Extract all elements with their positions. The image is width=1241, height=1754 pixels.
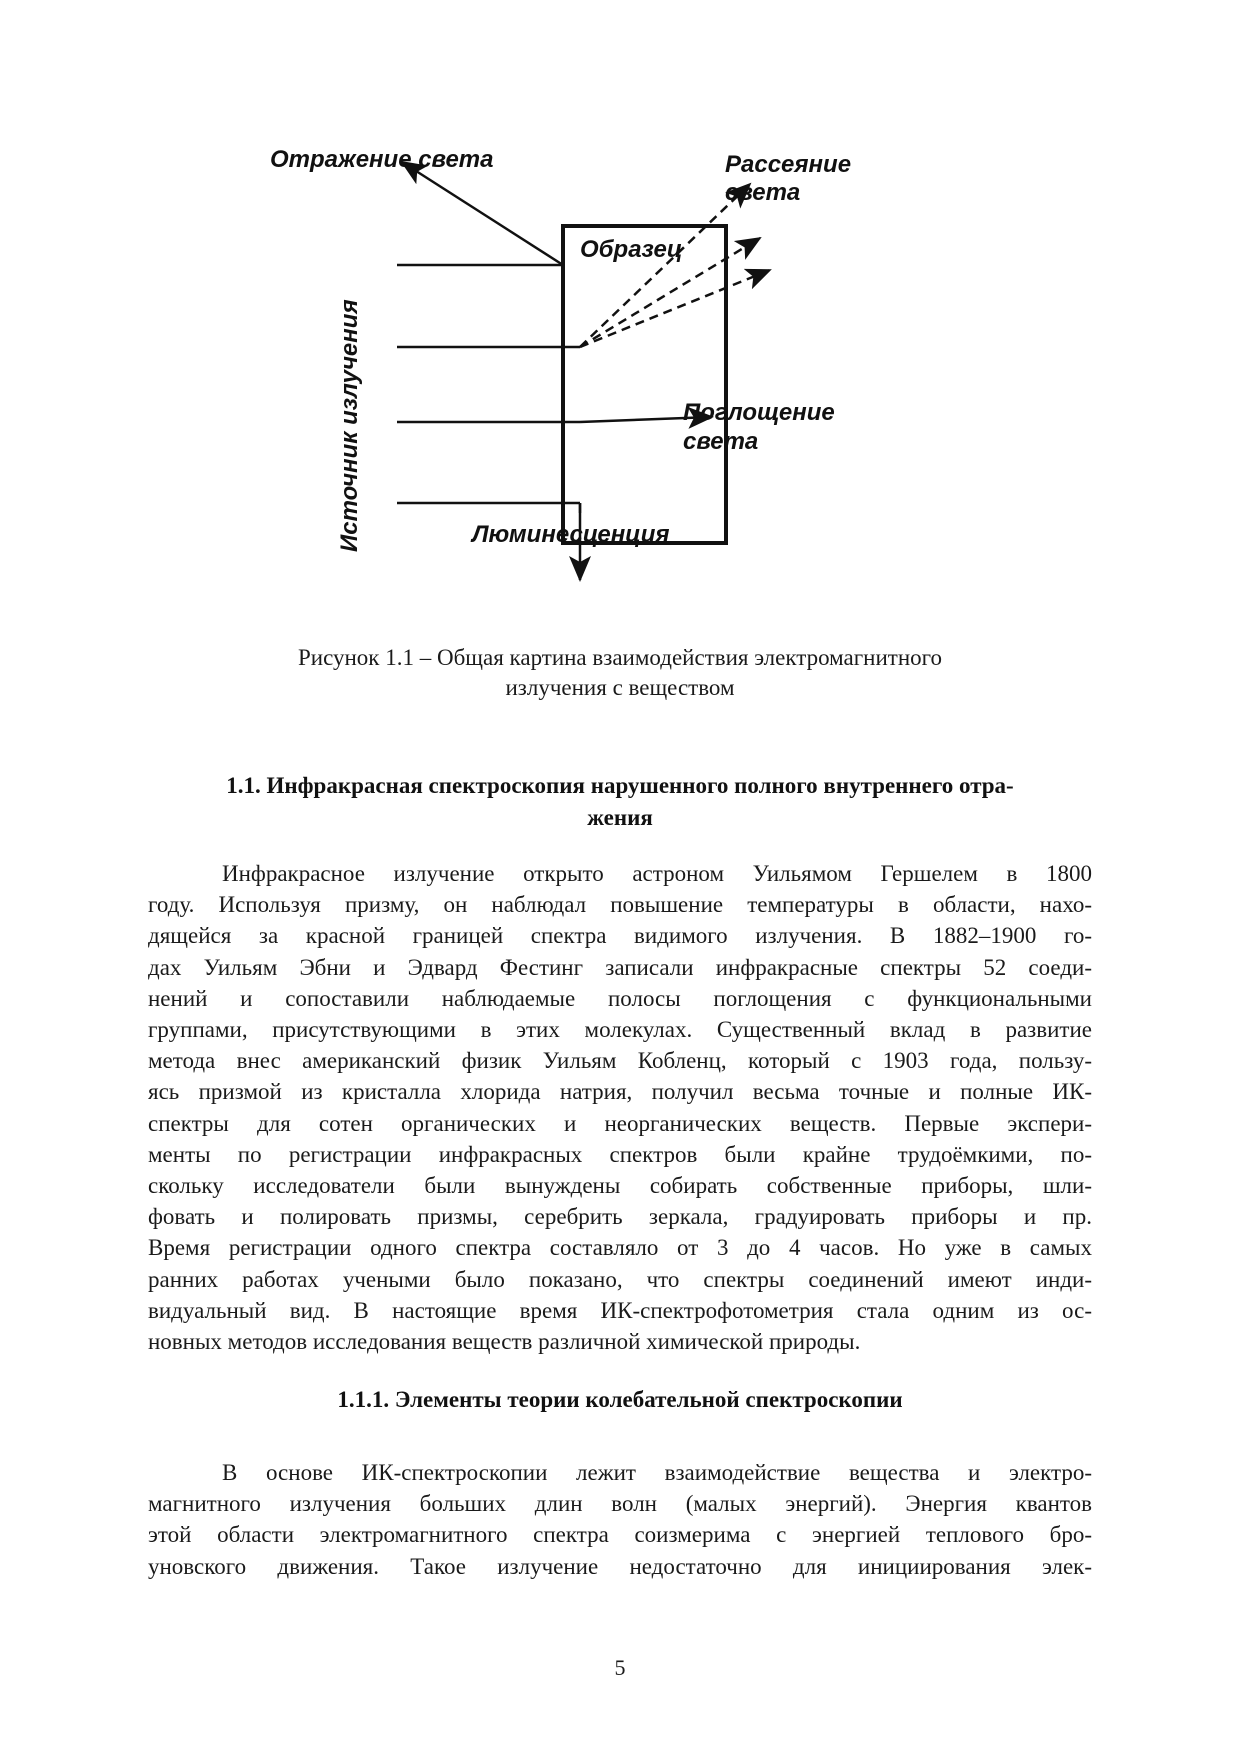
sample-label: Образец (580, 236, 683, 263)
figure-caption (160, 643, 1080, 703)
subsection-heading: 1.1.1. Элементы теории колебательной спектроскопии (337, 1387, 903, 1412)
absorption-label-line1: Поглощение (683, 399, 835, 426)
paragraph-line: новных методов исследования веществ различной химической природы. (148, 1329, 861, 1355)
paragraph-line: менты по регистрации инфракрасных спектров были крайне трудоёмкими, по- (148, 1141, 1092, 1167)
paragraph-line: году. Используя призму, он наблюдал повышение температуры в области, нахо- (148, 892, 1092, 918)
scattering-label-line2: света (725, 179, 801, 206)
paragraph-line: этой области электромагнитного спектра соизмерима с энергией теплового бро- (148, 1522, 1092, 1548)
heading-line: 1.1. Инфракрасная спектроскопия нарушенного полного внутреннего отра- (226, 773, 1014, 798)
caption-line: излучения с веществом (505, 675, 735, 700)
paragraph-line: спектры для сотен органических и неорганических веществ. Первые экспери- (148, 1110, 1092, 1136)
paragraph-line: фовать и полировать призмы, серебрить зеркала, градуировать приборы и пр. (148, 1204, 1092, 1230)
heading-line: жения (587, 805, 653, 830)
section-paragraph (148, 858, 1092, 1357)
paragraph-line: Инфракрасное излучение открыто астроном Уильямом Гершелем в 1800 (222, 861, 1092, 886)
paragraph-line: дящейся за красной границей спектра видимого излучения. В 1882–1900 го- (148, 923, 1092, 949)
subsection-paragraph (148, 1457, 1092, 1582)
caption-line: Рисунок 1.1 – Общая картина взаимодействия электромагнитного (297, 645, 943, 670)
paragraph-line: магнитного излучения больших длин волн (малых энергий). Энергия квантов (148, 1491, 1092, 1517)
page-number: 5 (614, 1655, 626, 1680)
paragraph-line: группами, присутствующими в этих молекулах. Существенный вклад в развитие (148, 1017, 1092, 1043)
interaction-diagram (270, 140, 1000, 630)
paragraph-line: скольку исследователи были вынуждены собирать собственные приборы, шли- (148, 1173, 1092, 1199)
absorption-label-line2: света (683, 428, 759, 455)
paragraph-line: ранних работах учеными было показано, что спектры соединений имеют инди- (148, 1266, 1092, 1292)
paragraph-line: В основе ИК-спектроскопии лежит взаимодействие вещества и электро- (222, 1460, 1092, 1485)
paragraph-line: Время регистрации одного спектра составляло от 3 до 4 часов. Но уже в самых (148, 1235, 1092, 1261)
paragraph-line: дах Уильям Эбни и Эдвард Фестинг записали инфракрасные спектры 52 соеди- (148, 954, 1092, 980)
paragraph-line: нений и сопоставили наблюдаемые полосы поглощения с функциональными (148, 985, 1092, 1011)
reflection-label: Отражение света (270, 146, 494, 173)
radiation-source-label: Источник излучения (336, 299, 363, 552)
section-heading (148, 770, 1092, 834)
paragraph-line: видуальный вид. В настоящие время ИК-спектрофотометрия стала одним из ос- (148, 1297, 1092, 1323)
diagram-graphics (280, 140, 1000, 630)
paragraph-line: метода внес американский физик Уильям Кобленц, который с 1903 года, пользу- (148, 1048, 1092, 1074)
scattering-label-line1: Рассеяние (725, 151, 852, 178)
luminescence-label: Люминесценция (472, 521, 670, 548)
paragraph-line: ясь призмой из кристалла хлорида натрия, получил весьма точные и полные ИК- (148, 1079, 1092, 1105)
paragraph-line: уновского движения. Такое излучение недостаточно для инициирования элек- (148, 1553, 1092, 1579)
